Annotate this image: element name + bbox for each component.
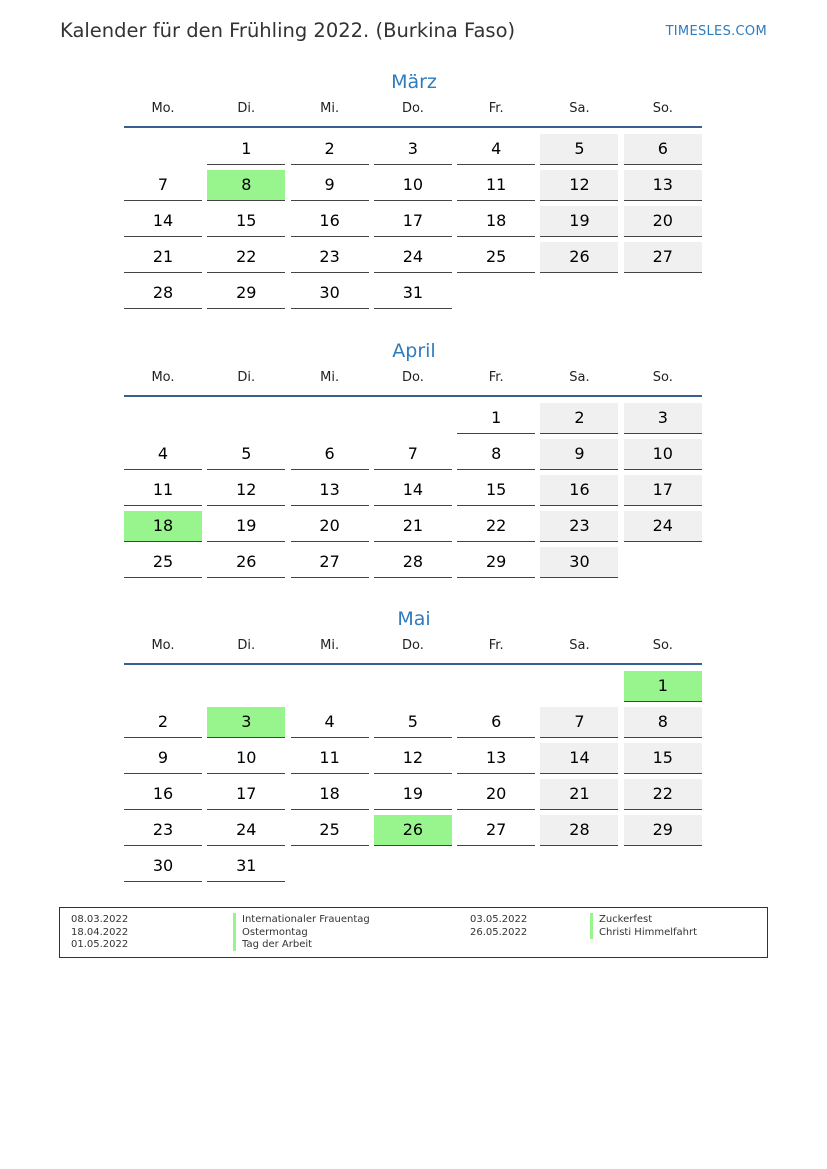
weekday-label: Sa. (569, 101, 590, 116)
day-cell: 6 (457, 707, 535, 738)
header-rule (124, 663, 702, 665)
day-cell: 29 (624, 815, 702, 846)
weekday-label: Do. (401, 370, 424, 385)
month-name: März (391, 71, 437, 93)
day-grid (124, 403, 704, 578)
legend-date: 26.05.2022 (470, 926, 528, 938)
empty-cell (207, 403, 285, 434)
legend-holiday-name: Christi Himmelfahrt (590, 926, 697, 939)
weekday-label: So. (652, 101, 673, 116)
weekday-label: So. (652, 370, 673, 385)
day-cell: 22 (624, 779, 702, 810)
day-cell: 17 (374, 206, 452, 237)
day-cell: 5 (374, 707, 452, 738)
day-cell: 30 (291, 278, 369, 309)
day-cell: 9 (540, 439, 618, 470)
weekday-label: Do. (401, 101, 424, 116)
legend-date: 03.05.2022 (470, 914, 528, 925)
day-cell: 31 (374, 278, 452, 309)
weekday-label: So. (652, 638, 673, 653)
day-cell: 4 (291, 707, 369, 738)
day-cell: 26 (540, 242, 618, 273)
day-cell: 16 (291, 206, 369, 237)
day-cell: 9 (124, 743, 202, 774)
day-grid (124, 671, 704, 882)
day-cell: 7 (124, 170, 202, 201)
day-cell: 24 (374, 242, 452, 273)
day-cell: 1 (207, 134, 285, 165)
day-cell: 23 (540, 511, 618, 542)
day-cell: 3 (374, 134, 452, 165)
weekday-label: Fr. (488, 638, 504, 653)
day-cell: 19 (540, 206, 618, 237)
day-cell: 14 (124, 206, 202, 237)
day-cell: 27 (457, 815, 535, 846)
day-cell: 22 (457, 511, 535, 542)
day-cell: 23 (124, 815, 202, 846)
day-cell: 31 (207, 851, 285, 882)
day-cell: 10 (624, 439, 702, 470)
header-rule (124, 126, 702, 128)
day-cell: 13 (624, 170, 702, 201)
day-cell: 26 (207, 547, 285, 578)
weekday-label: Fr. (488, 370, 504, 385)
empty-cell (291, 671, 369, 702)
day-cell: 28 (124, 278, 202, 309)
weekday-label: Mi. (320, 101, 340, 116)
weekday-label: Sa. (569, 638, 590, 653)
day-cell: 16 (540, 475, 618, 506)
day-cell: 13 (457, 743, 535, 774)
month-calendar (124, 70, 704, 309)
legend-date: 01.05.2022 (71, 939, 129, 950)
day-cell: 11 (457, 170, 535, 201)
day-cell: 10 (374, 170, 452, 201)
empty-cell (124, 403, 202, 434)
day-cell: 18 (457, 206, 535, 237)
empty-cell (124, 671, 202, 702)
day-cell: 23 (291, 242, 369, 273)
holiday-legend (59, 907, 768, 958)
day-cell: 8 (624, 707, 702, 738)
day-cell: 28 (540, 815, 618, 846)
legend-holiday-name: Zuckerfest (590, 913, 652, 926)
month-name: April (392, 340, 436, 362)
weekday-header (124, 100, 704, 126)
weekday-label: Mi. (320, 370, 340, 385)
day-cell: 4 (457, 134, 535, 165)
empty-cell (291, 403, 369, 434)
day-cell: 5 (207, 439, 285, 470)
day-cell: 14 (540, 743, 618, 774)
day-cell: 7 (540, 707, 618, 738)
day-cell: 6 (624, 134, 702, 165)
weekday-label: Di. (237, 370, 256, 385)
holiday-day-cell: 18 (124, 511, 202, 542)
holiday-day-cell: 8 (207, 170, 285, 201)
day-cell: 9 (291, 170, 369, 201)
day-cell: 6 (291, 439, 369, 470)
day-cell: 20 (457, 779, 535, 810)
month-name: Mai (397, 608, 431, 630)
empty-cell (540, 671, 618, 702)
day-cell: 12 (207, 475, 285, 506)
day-cell: 12 (374, 743, 452, 774)
legend-date: 08.03.2022 (71, 914, 129, 925)
page-title: Kalender für den Frühling 2022. (Burkina Faso) (60, 19, 516, 42)
holiday-day-cell: 3 (207, 707, 285, 738)
holiday-day-cell: 26 (374, 815, 452, 846)
legend-entry (60, 926, 767, 939)
day-cell: 21 (540, 779, 618, 810)
day-cell: 10 (207, 743, 285, 774)
day-cell: 8 (457, 439, 535, 470)
weekday-label: Sa. (569, 370, 590, 385)
day-cell: 25 (124, 547, 202, 578)
day-cell: 11 (291, 743, 369, 774)
empty-cell (207, 671, 285, 702)
day-cell: 2 (291, 134, 369, 165)
day-cell: 15 (457, 475, 535, 506)
legend-entry (60, 913, 767, 926)
day-cell: 3 (624, 403, 702, 434)
holiday-day-cell: 1 (624, 671, 702, 702)
day-cell: 5 (540, 134, 618, 165)
day-cell: 24 (624, 511, 702, 542)
day-cell: 29 (207, 278, 285, 309)
day-cell: 20 (624, 206, 702, 237)
day-cell: 13 (291, 475, 369, 506)
day-cell: 1 (457, 403, 535, 434)
legend-holiday-name: Tag der Arbeit (233, 938, 312, 951)
day-cell: 25 (457, 242, 535, 273)
day-cell: 2 (124, 707, 202, 738)
day-cell: 15 (624, 743, 702, 774)
weekday-header (124, 369, 704, 395)
day-cell: 18 (291, 779, 369, 810)
day-cell: 11 (124, 475, 202, 506)
weekday-label: Di. (237, 638, 256, 653)
day-cell: 22 (207, 242, 285, 273)
day-cell: 21 (124, 242, 202, 273)
empty-cell (374, 671, 452, 702)
month-calendar (124, 339, 704, 578)
weekday-label: Mo. (151, 370, 175, 385)
weekday-label: Mi. (320, 638, 340, 653)
header-rule (124, 395, 702, 397)
day-cell: 28 (374, 547, 452, 578)
weekday-label: Fr. (488, 101, 504, 116)
legend-entry (60, 938, 767, 951)
day-cell: 2 (540, 403, 618, 434)
day-cell: 16 (124, 779, 202, 810)
brand-link[interactable]: TIMESLES.COM (665, 24, 767, 39)
day-cell: 7 (374, 439, 452, 470)
day-cell: 27 (291, 547, 369, 578)
day-cell: 17 (207, 779, 285, 810)
day-cell: 30 (124, 851, 202, 882)
weekday-header (124, 637, 704, 663)
day-cell: 12 (540, 170, 618, 201)
legend-date: 18.04.2022 (71, 926, 129, 938)
day-cell: 27 (624, 242, 702, 273)
day-cell: 29 (457, 547, 535, 578)
weekday-label: Mo. (151, 638, 175, 653)
day-grid (124, 134, 704, 309)
legend-holiday-name: Internationaler Frauentag (233, 913, 370, 926)
day-cell: 19 (374, 779, 452, 810)
day-cell: 21 (374, 511, 452, 542)
weekday-label: Mo. (151, 101, 175, 116)
weekday-label: Do. (401, 638, 424, 653)
month-calendar (124, 607, 704, 882)
day-cell: 19 (207, 511, 285, 542)
day-cell: 15 (207, 206, 285, 237)
day-cell: 30 (540, 547, 618, 578)
day-cell: 4 (124, 439, 202, 470)
empty-cell (124, 134, 202, 165)
day-cell: 24 (207, 815, 285, 846)
empty-cell (457, 671, 535, 702)
day-cell: 17 (624, 475, 702, 506)
empty-cell (374, 403, 452, 434)
weekday-label: Di. (237, 101, 256, 116)
day-cell: 20 (291, 511, 369, 542)
day-cell: 25 (291, 815, 369, 846)
legend-holiday-name: Ostermontag (233, 926, 308, 939)
day-cell: 14 (374, 475, 452, 506)
